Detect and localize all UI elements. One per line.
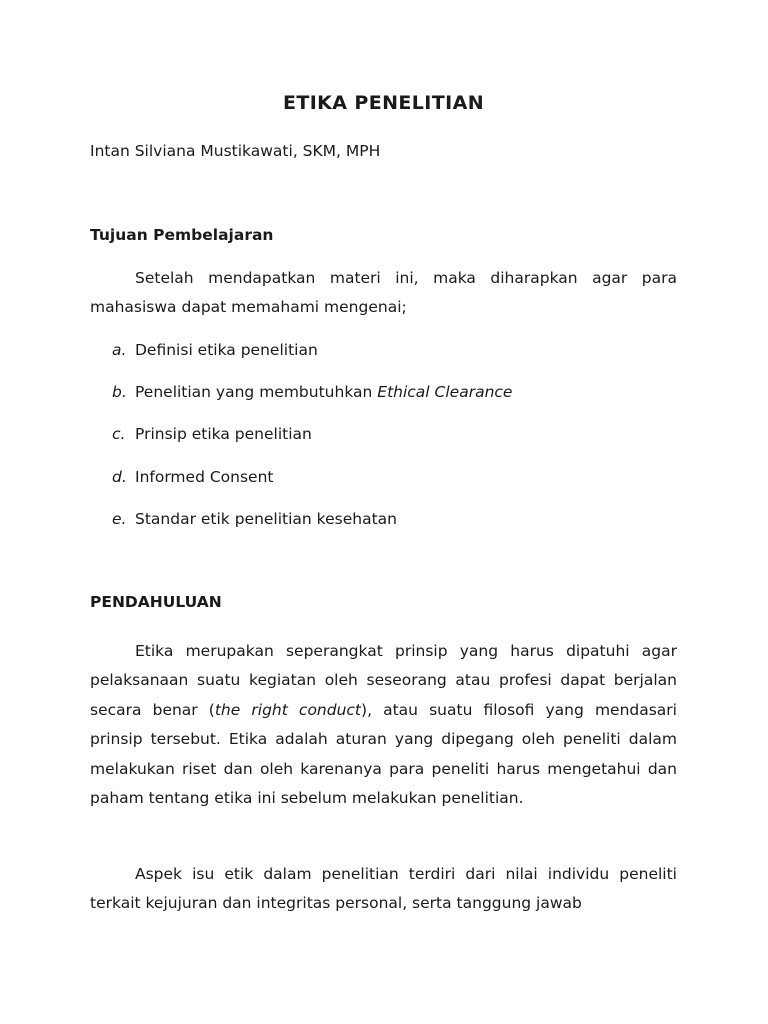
- document-author: Intan Silviana Mustikawati, SKM, MPH: [90, 142, 381, 160]
- objectives-heading: Tujuan Pembelajaran: [90, 226, 274, 244]
- list-marker: a.: [112, 341, 127, 359]
- list-item: [90, 338, 677, 380]
- list-marker: b.: [112, 383, 127, 402]
- objectives-list: [90, 338, 677, 549]
- list-item: [90, 422, 677, 464]
- list-item-text: Definisi etika penelitian: [135, 341, 318, 359]
- paragraph-emphasis: the right conduct: [214, 700, 362, 719]
- list-item-emphasis: Ethical Clearance: [377, 383, 513, 402]
- document-title: ETIKA PENELITIAN: [282, 92, 485, 114]
- list-item: [90, 507, 677, 549]
- list-marker: d.: [112, 467, 127, 486]
- introduction-paragraph-1: [90, 637, 677, 813]
- list-item: [90, 380, 677, 422]
- paragraph-text: ), atau suatu filosofi yang mendasari prinsip tersebut. Etika adalah aturan yang dipegang oleh peneliti dalam melakukan riset dan oleh karenanya para peneliti harus mengetahui dan paham tentang etika ini sebelum melakukan penelitian.: [90, 700, 677, 808]
- list-item-text: Standar etik penelitian kesehatan: [135, 509, 397, 528]
- list-item-text: Penelitian yang membutuhkan: [135, 383, 378, 402]
- list-marker: e.: [112, 509, 127, 528]
- introduction-heading: PENDAHULUAN: [90, 593, 222, 611]
- list-item-text: Prinsip etika penelitian: [135, 425, 312, 444]
- list-item-text: Informed Consent: [135, 467, 274, 486]
- list-marker: c.: [112, 425, 126, 444]
- introduction-paragraph-2: Aspek isu etik dalam penelitian terdiri dari nilai individu peneliti terkait kejujuran dan integritas personal, serta tanggung jawab: [90, 865, 677, 913]
- objectives-intro: Setelah mendapatkan materi ini, maka diharapkan agar para mahasiswa dapat memahami mengenai;: [90, 269, 677, 317]
- list-item: [90, 465, 677, 507]
- paragraph-text: Etika merupakan seperangkat prinsip yang harus dipatuhi agar pelaksanaan suatu kegiatan oleh seseorang atau profesi dapat berjalan secara benar (: [90, 642, 677, 719]
